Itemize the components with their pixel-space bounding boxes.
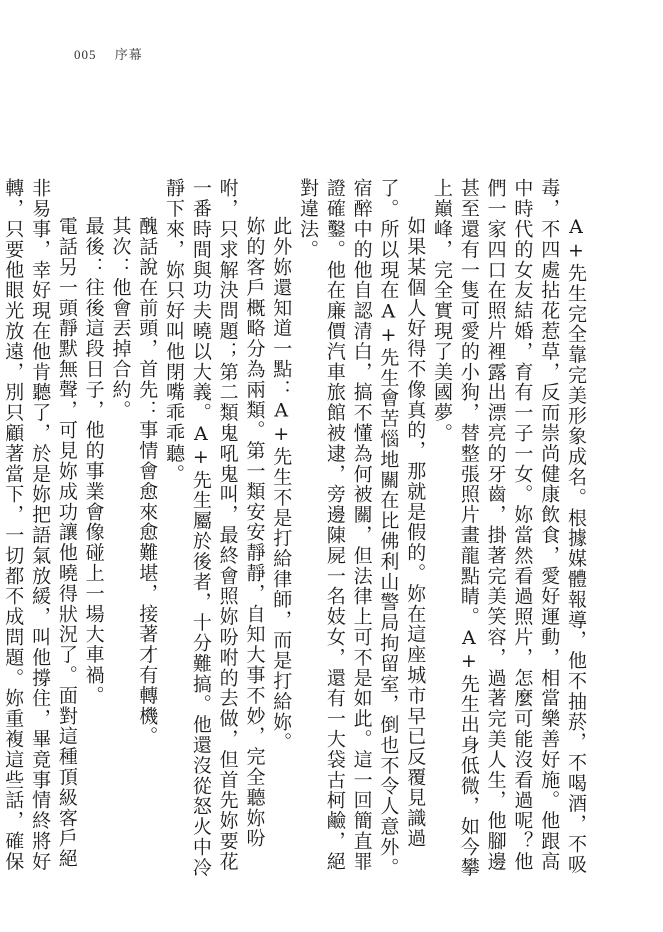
page-number: 005 [74,47,97,62]
paragraph-2: 如果某個人好得不像真的，那就是假的。妳在這座城市早已反覆見識過了。所以現在A+先生會苦惱地關在比佛利山警局拘留室，倒也不令人意外。宿醉中的他自認清白，搞不懂為何被關，但法律上可不是如此。這一回簡直罪證確鑿。他在廉價汽車旅館被逮，旁邊陳屍一名妓女，還有一大袋古柯鹼，絕對違法。 [297,178,427,878]
paragraph-6: 其次：他會丟掉合約。 [109,216,132,420]
chapter-title: 序幕 [114,47,143,62]
vertical-text-body [2,178,589,878]
paragraph-7: 最後：往後這段日子，他的事業會像碰上一場大車禍。 [82,216,105,706]
paragraph-8: 電話另一頭靜默無聲，可見妳成功讓他曉得狀況了。面對這種頂級客戶絕非易事，幸好現在他肯聽了，於是妳把語氣放緩，叫他撐住，畢竟事情終將好轉，只要他眼光放遠，別只顧著當下，一切都不成問題。妳重複這些話，確保 [2,178,78,872]
paragraph-4: 妳的客戶概略分為兩類。第一類安安靜靜，自知大事不妙，完全聽妳吩咐，只求解決問題；第二類鬼吼鬼叫，最終會照妳吩咐的去做，但首先妳要花一番時間與功夫曉以大義。A+先生屬於後者，十分難搞。他還沒從怒火中冷靜下來，妳只好叫他閉嘴乖乖聽。 [163,178,266,878]
page-header [74,44,143,63]
paragraph-1: A+先生完全靠完美形象成名。根據媒體報導，他不抽菸，不喝酒，不吸毒，不四處拈花惹草，反而崇尚健康飲食，愛好運動，相當樂善好施。他跟高中時代的女友結婚，育有一子一女。妳當然看過照片，怎麼可能沒看過呢？他們一家四口在照片裡露出漂亮的牙齒，掛著完美笑容，過著完美人生，他腳邊甚至還有一隻可愛的小狗，替整張照片畫龍點睛。A+先生出身低微，如今攀上巔峰，完全實現了美國夢。 [431,178,587,878]
paragraph-5: 醜話說在前頭，首先：事情會愈來愈難堪，接著才有轉機。 [136,216,159,747]
paragraph-3: 此外妳還知道一點：A+先生不是打給律師，而是打給妳。 [270,216,293,753]
